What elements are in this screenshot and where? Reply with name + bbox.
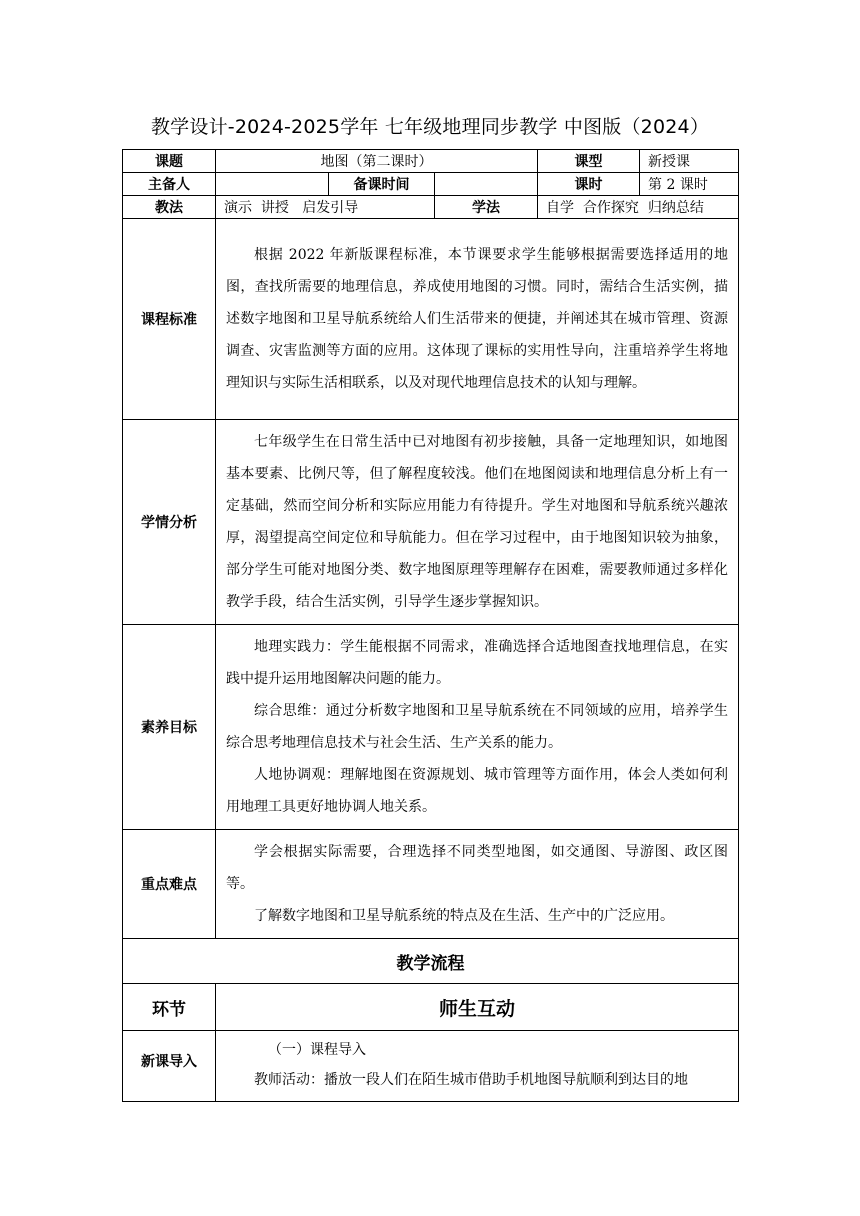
row-stage-header xyxy=(123,984,739,1031)
prep-time-label: 备课时间 xyxy=(329,173,435,196)
row-standard xyxy=(123,219,739,420)
standard-label: 课程标准 xyxy=(123,219,216,420)
literacy-paragraph-2: 综合思维：通过分析数字地图和卫星导航系统在不同领域的应用，培养学生综合思考地理信息技术与社会生活、生产关系的能力。 xyxy=(226,703,729,751)
focus-paragraph-2: 了解数字地图和卫星导航系统的特点及在生活、生产中的广泛应用。 xyxy=(254,908,674,924)
stage-header-left: 环节 xyxy=(123,984,216,1031)
analysis-label: 学情分析 xyxy=(123,420,216,625)
intro-content xyxy=(216,1031,739,1102)
flow-title: 教学流程 xyxy=(123,939,739,984)
focus-content xyxy=(216,830,739,939)
row-preparer xyxy=(123,173,739,196)
standard-paragraph: 根据 2022 年新版课程标准，本节课要求学生能够根据需要选择适用的地图，查找所需要的地理信息，养成使用地图的习惯。同时，需结合生活实例，描述数字地图和卫星导航系统给人们生活带来的便捷，并阐述其在城市管理、资源调查、灾害监测等方面的应用。这体现了课标的实用性导向，注重培养学生将地理知识与实际生活相联系，以及对现代地理信息技术的认知与理解。 xyxy=(226,247,729,391)
stage-header-right: 师生互动 xyxy=(216,984,739,1031)
row-topic xyxy=(123,150,739,173)
row-literacy xyxy=(123,625,739,830)
row-flow-title xyxy=(123,939,739,984)
topic-label: 课题 xyxy=(123,150,216,173)
type-label: 课型 xyxy=(538,150,640,173)
analysis-content xyxy=(216,420,739,625)
analysis-paragraph: 七年级学生在日常生活中已对地图有初步接触，具备一定地理知识，如地图基本要素、比例尺等，但了解程度较浅。他们在地图阅读和地理信息分析上有一定基础，然而空间分析和实际应用能力有待提升。学生对地图和导航系统兴趣浓厚，渴望提高空间定位和导航能力。但在学习过程中，由于地图知识较为抽象，部分学生可能对地图分类、数字地图原理等理解存在困难，需要教师通过多样化教学手段，结合生活实例，引导学生逐步掌握知识。 xyxy=(226,434,729,610)
type-value: 新授课 xyxy=(640,150,739,173)
literacy-paragraph-3: 人地协调观：理解地图在资源规划、城市管理等方面作用，体会人类如何利用地理工具更好地协调人地关系。 xyxy=(226,767,729,815)
learn-label: 学法 xyxy=(435,196,538,219)
method-label: 教法 xyxy=(123,196,216,219)
row-method xyxy=(123,196,739,219)
focus-paragraph-1: 学会根据实际需要，合理选择不同类型地图，如交通图、导游图、政区图等。 xyxy=(226,844,729,892)
lesson-plan-table xyxy=(122,149,739,1102)
topic-value: 地图（第二课时） xyxy=(216,150,538,173)
literacy-content xyxy=(216,625,739,830)
row-analysis xyxy=(123,420,739,625)
intro-subheading: （一）课程导入 xyxy=(268,1042,366,1058)
method-value: 演示 讲授 启发引导 xyxy=(216,196,435,219)
preparer-value xyxy=(216,173,329,196)
learn-value: 自学 合作探究 归纳总结 xyxy=(538,196,739,219)
preparer-label: 主备人 xyxy=(123,173,216,196)
intro-label: 新课导入 xyxy=(123,1031,216,1102)
literacy-label: 素养目标 xyxy=(123,625,216,830)
period-label: 课时 xyxy=(538,173,640,196)
row-intro xyxy=(123,1031,739,1102)
prep-time-value xyxy=(435,173,538,196)
period-value: 第 2 课时 xyxy=(640,173,739,196)
standard-content xyxy=(216,219,739,420)
literacy-paragraph-1: 地理实践力：学生能根据不同需求，准确选择合适地图查找地理信息，在实践中提升运用地图解决问题的能力。 xyxy=(226,639,729,687)
intro-text: 教师活动：播放一段人们在陌生城市借助手机地图导航顺利到达目的地 xyxy=(254,1072,688,1088)
row-focus xyxy=(123,830,739,939)
focus-label: 重点难点 xyxy=(123,830,216,939)
document-title: 教学设计-2024-2025学年 七年级地理同步教学 中图版（2024） xyxy=(150,116,710,138)
